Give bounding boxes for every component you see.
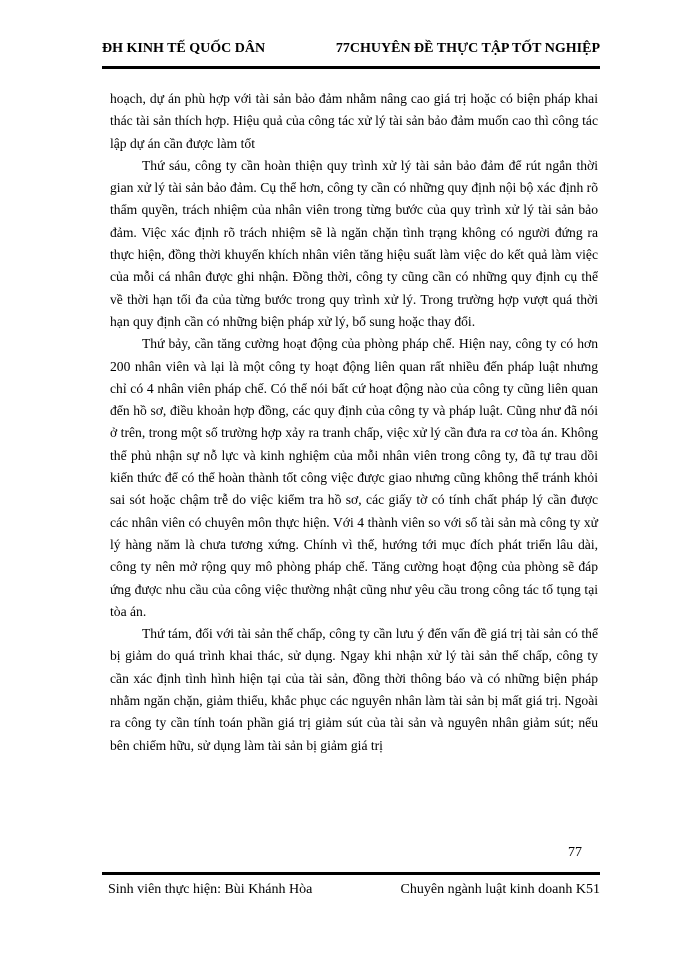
paragraph-thu-tam: Thứ tám, đối với tài sản thế chấp, công ty cần lưu ý đến vấn đề giá trị tài sản có thể bị giảm do quá trình khai thác, sử dụng. Ngay khi nhận xử lý tài sản thế chấp, công ty cần xác định tình hình hiện tại của tài sản, đồng thời thông báo và có những biện pháp nhằm ngăn chặn, giảm thiểu, khắc phục các nguyên nhân làm tài sản bị mất giá trị. Ngoài ra công ty cần tính toán phần giá trị giảm sút của tài sản và nguyên nhân giảm sút; nếu bên chiếm hữu, sử dụng làm tài sản bị giảm giá trị <box>110 626 598 753</box>
header-university: ĐH KINH TẾ QUỐC DÂN <box>102 41 266 56</box>
body-text <box>110 88 598 757</box>
footer-divider <box>102 872 600 875</box>
page-footer <box>102 878 600 902</box>
header-divider <box>102 66 600 69</box>
page-number: 77 <box>568 845 582 860</box>
page-header <box>102 38 600 64</box>
paragraph-continuation: hoạch, dự án phù hợp với tài sản bảo đảm nhằm nâng cao giá trị hoặc có biện pháp khai thác tài sản thích hợp. Hiệu quả của công tác xử lý tài sản bảo đảm muốn cao thì công tác lập dự án cần được làm tốt <box>110 91 598 151</box>
footer-student: Sinh viên thực hiện: Bùi Khánh Hòa <box>108 882 313 897</box>
paragraph-thu-sau: Thứ sáu, công ty cần hoàn thiện quy trình xử lý tài sản bảo đảm để rút ngắn thời gian xử lý tài sản bảo đảm. Cụ thể hơn, công ty cần có những quy định nội bộ xác định rõ thẩm quyền, trách nhiệm của nhân viên trong từng bước của quy trình xử lý tài sản bảo đảm. Việc xác định rõ trách nhiệm sẽ là ngăn chặn tình trạng không có người đứng ra thực hiện, đồng thời khuyến khích nhân viên tăng hiệu suất làm việc do kết quả làm việc của mỗi cá nhân được ghi nhận. Đồng thời, công ty cũng cần có những quy định cụ thể về thời hạn tối đa của từng bước trong quy trình xử lý. Trong trường hợp vượt quá thời hạn quy định cần có những biện pháp xử lý, bổ sung hoặc thay đổi. <box>110 157 598 329</box>
footer-major: Chuyên ngành luật kinh doanh K51 <box>400 882 600 897</box>
header-title: 77CHUYÊN ĐỀ THỰC TẬP TỐT NGHIỆP <box>335 41 600 56</box>
paragraph-thu-bay: Thứ bảy, cần tăng cường hoạt động của phòng pháp chế. Hiện nay, công ty có hơn 200 nhân viên và lại là một công ty hoạt động liên quan rất nhiều đến pháp luật nhưng chỉ có 4 nhân viên pháp chế. Có thể nói bất cứ hoạt động nào của công ty cũng liên quan đến hồ sơ, điều khoản hợp đồng, các quy định của công ty và pháp luật. Cũng như đã nói ở trên, trong một số trường hợp xảy ra tranh chấp, việc xử lý cần đưa ra cơ tòa án. Không thể phủ nhận sự nỗ lực và kinh nghiệm của mỗi nhân viên trong công ty, đã tự trau dồi kiến thức để có thể hoàn thành tốt công việc được giao nhưng cũng không thể tránh khỏi sai sót hoặc chậm trễ do việc kiểm tra hồ sơ, các giấy tờ có tính chất pháp lý cần được các nhân viên có chuyên môn thực hiện. Với 4 thành viên so với số tài sản mà công ty xử lý hàng năm là chưa tương xứng. Chính vì thế, hướng tới mục đích phát triển lâu dài, công ty nên mở rộng quy mô phòng pháp chế. Tăng cường hoạt động của phòng sẽ đáp ứng được nhu cầu của công việc thường nhật cũng như yêu cầu trong công tác tố tụng tại tòa án. <box>110 336 598 619</box>
